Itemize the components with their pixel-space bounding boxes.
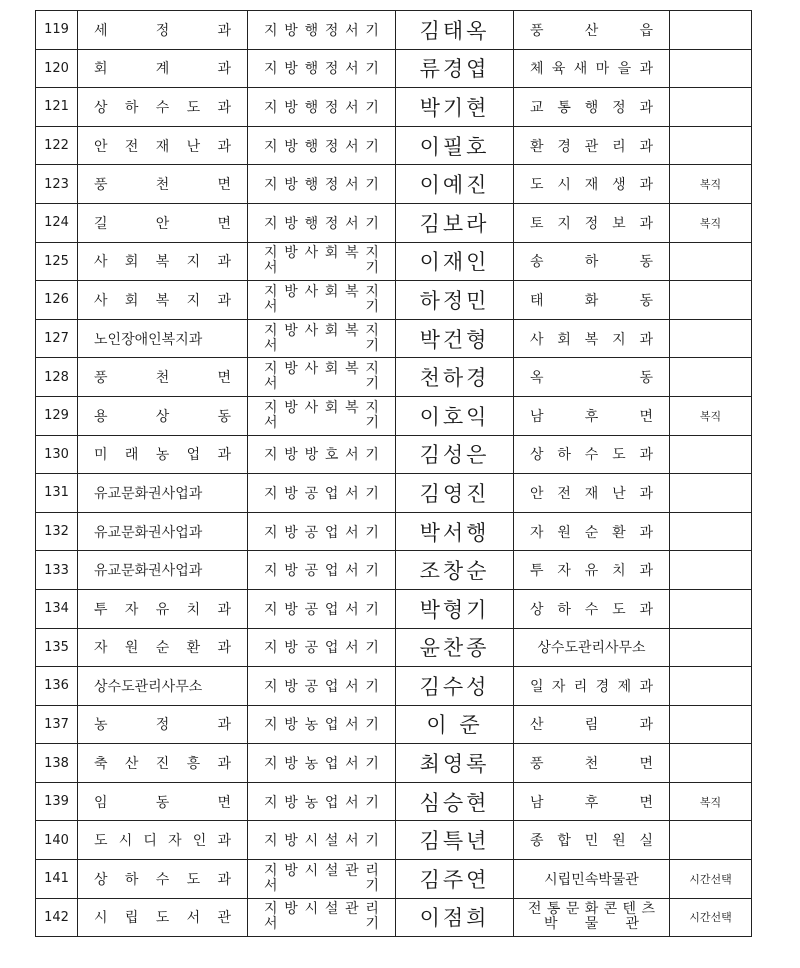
job-grade: [248, 628, 396, 667]
current-department: [78, 358, 248, 397]
new-department: [514, 319, 670, 358]
job-grade: [248, 589, 396, 628]
remarks: [670, 474, 752, 513]
table-row: [36, 281, 752, 320]
table-row: [36, 551, 752, 590]
current-department-text: 미 래 농 업 과: [94, 447, 231, 464]
remarks: [670, 744, 752, 783]
job-grade-text: [248, 362, 395, 392]
row-number: 124: [36, 203, 78, 242]
job-grade-text: 지 방 공 업 서 기: [264, 640, 379, 657]
employee-name: 윤찬종: [396, 628, 514, 667]
current-department: [78, 49, 248, 88]
job-grade: [248, 396, 396, 435]
current-department-text: 도 시 디 자 인 과: [94, 833, 231, 850]
new-department-text: 토 지 정 보 과: [530, 215, 653, 232]
new-department-line1: 전 통 문 화 콘 텐 츠: [528, 901, 655, 918]
table-row: [36, 667, 752, 706]
new-department: [514, 782, 670, 821]
current-department: [78, 126, 248, 165]
new-department: [514, 281, 670, 320]
job-grade-text: 지 방 행 정 서 기: [264, 61, 379, 78]
remarks: 복직: [670, 165, 752, 204]
job-grade: [248, 319, 396, 358]
job-grade-text: 지 방 공 업 서 기: [264, 485, 379, 502]
row-number: 127: [36, 319, 78, 358]
row-number: 126: [36, 281, 78, 320]
job-grade-line1: 지 방 시 설 관 리: [264, 901, 379, 918]
remarks: 시간선택: [670, 898, 752, 937]
job-grade-text: 지 방 방 호 서 기: [264, 447, 379, 464]
remarks: 복직: [670, 782, 752, 821]
new-department-text: 종 합 민 원 실: [530, 833, 653, 850]
remarks: [670, 512, 752, 551]
current-department-text: 상 하 수 도 과: [94, 871, 231, 888]
row-number: 131: [36, 474, 78, 513]
employee-name: 이 준: [396, 705, 514, 744]
remarks: [670, 358, 752, 397]
new-department-text: 교 통 행 정 과: [530, 99, 653, 116]
job-grade-line2: 서 기: [264, 260, 379, 277]
current-department-text: 자 원 순 환 과: [94, 640, 231, 657]
remarks: [670, 242, 752, 281]
remarks: [670, 551, 752, 590]
job-grade-text: [248, 401, 395, 431]
job-grade: [248, 860, 396, 899]
row-number: 129: [36, 396, 78, 435]
table-row: [36, 88, 752, 127]
job-grade: [248, 551, 396, 590]
employee-name: 박기현: [396, 88, 514, 127]
employee-name: 박형기: [396, 589, 514, 628]
current-department: [78, 512, 248, 551]
table-row: [36, 860, 752, 899]
new-department-text: 산 림 과: [530, 717, 653, 734]
new-department: [514, 667, 670, 706]
job-grade-text: [248, 246, 395, 276]
row-number: 128: [36, 358, 78, 397]
employee-name: 류경엽: [396, 49, 514, 88]
job-grade-line1: 지 방 사 회 복 지: [264, 399, 379, 416]
current-department-text: 유 교 문 화 권 사 업 과: [94, 485, 203, 502]
current-department: [78, 589, 248, 628]
new-department-text: 사 회 복 지 과: [530, 331, 653, 348]
row-number: 141: [36, 860, 78, 899]
new-department-line2: 박 물 관: [544, 916, 639, 933]
row-number: 120: [36, 49, 78, 88]
row-number: 133: [36, 551, 78, 590]
job-grade-text: 지 방 농 업 서 기: [264, 717, 379, 734]
current-department-text: 농 정 과: [94, 717, 231, 734]
current-department: [78, 165, 248, 204]
current-department-text: 유 교 문 화 권 사 업 과: [94, 563, 203, 580]
employee-name: 김주연: [396, 860, 514, 899]
new-department: [514, 589, 670, 628]
new-department-text: 상 하 수 도 과: [530, 447, 653, 464]
current-department-text: 안 전 재 난 과: [94, 138, 231, 155]
current-department-text: 풍 천 면: [94, 177, 231, 194]
current-department: [78, 744, 248, 783]
job-grade-text: 지 방 공 업 서 기: [264, 524, 379, 541]
table-row: [36, 319, 752, 358]
new-department: [514, 898, 670, 937]
current-department-text: 투 자 유 치 과: [94, 601, 231, 618]
row-number: 123: [36, 165, 78, 204]
current-department-text: 길 안 면: [94, 215, 231, 232]
remarks: 시간선택: [670, 860, 752, 899]
current-department: [78, 667, 248, 706]
current-department-text: 풍 천 면: [94, 370, 231, 387]
row-number: 137: [36, 705, 78, 744]
job-grade-line1: 지 방 시 설 관 리: [264, 862, 379, 879]
employee-name: 박건형: [396, 319, 514, 358]
table-row: [36, 396, 752, 435]
employee-name: 김보라: [396, 203, 514, 242]
employee-name: 심승현: [396, 782, 514, 821]
current-department: [78, 242, 248, 281]
job-grade-line1: 지 방 사 회 복 지: [264, 361, 379, 378]
current-department: [78, 396, 248, 435]
job-grade-text: 지 방 공 업 서 기: [264, 678, 379, 695]
job-grade-text: 지 방 시 설 서 기: [264, 833, 379, 850]
employee-name: 김태옥: [396, 11, 514, 50]
job-grade-text: 지 방 행 정 서 기: [264, 99, 379, 116]
job-grade: [248, 126, 396, 165]
job-grade: [248, 203, 396, 242]
current-department-text: 임 동 면: [94, 794, 231, 811]
job-grade-line2: 서 기: [264, 916, 379, 933]
row-number: 142: [36, 898, 78, 937]
row-number: 122: [36, 126, 78, 165]
job-grade-text: [248, 864, 395, 894]
job-grade-line1: 지 방 사 회 복 지: [264, 283, 379, 300]
new-department-text: 시립민속박물관: [544, 871, 639, 888]
table-row: [36, 11, 752, 50]
job-grade-line1: 지 방 사 회 복 지: [264, 245, 379, 262]
current-department-text: 세 정 과: [94, 22, 231, 39]
job-grade-text: 지 방 농 업 서 기: [264, 756, 379, 773]
remarks: [670, 705, 752, 744]
remarks: 복직: [670, 396, 752, 435]
new-department: [514, 744, 670, 783]
new-department: [514, 512, 670, 551]
job-grade: [248, 242, 396, 281]
employee-name: 천하경: [396, 358, 514, 397]
new-department-text: 상수도관리사무소: [537, 640, 646, 657]
row-number: 125: [36, 242, 78, 281]
employee-name: 박서행: [396, 512, 514, 551]
employee-name: 김영진: [396, 474, 514, 513]
job-grade-line2: 서 기: [264, 414, 379, 431]
job-grade-text: 지 방 행 정 서 기: [264, 215, 379, 232]
job-grade: [248, 474, 396, 513]
row-number: 134: [36, 589, 78, 628]
table-row: [36, 165, 752, 204]
current-department-text: 상 수 도 관 리 사 무 소: [94, 678, 203, 695]
new-department-text: 상 하 수 도 과: [530, 601, 653, 618]
current-department-text: 유 교 문 화 권 사 업 과: [94, 524, 203, 541]
employee-name: 김특년: [396, 821, 514, 860]
new-department-text: 남 후 면: [530, 408, 653, 425]
table-row: [36, 242, 752, 281]
row-number: 139: [36, 782, 78, 821]
table-row: [36, 126, 752, 165]
table-row: [36, 898, 752, 937]
table-row: [36, 49, 752, 88]
current-department: [78, 281, 248, 320]
current-department-text: 회 계 과: [94, 61, 231, 78]
employee-name: 김수성: [396, 667, 514, 706]
job-grade: [248, 49, 396, 88]
employee-name: 최영록: [396, 744, 514, 783]
new-department-text: 풍 천 면: [530, 756, 653, 773]
table-row: [36, 203, 752, 242]
current-department: [78, 474, 248, 513]
current-department-text: 사 회 복 지 과: [94, 254, 231, 271]
new-department: [514, 551, 670, 590]
new-department: [514, 203, 670, 242]
current-department-text: 노 인 장 애 인 복 지 과: [94, 331, 203, 348]
employee-name: 이점희: [396, 898, 514, 937]
remarks: [670, 126, 752, 165]
row-number: 138: [36, 744, 78, 783]
current-department: [78, 319, 248, 358]
table-row: [36, 358, 752, 397]
new-department-text: 체 육 새 마 을 과: [530, 61, 653, 78]
remarks: [670, 319, 752, 358]
new-department: [514, 435, 670, 474]
job-grade: [248, 667, 396, 706]
current-department-text: 용 상 동: [94, 408, 231, 425]
new-department-text: 풍 산 읍: [530, 22, 653, 39]
current-department-text: 축 산 진 흥 과: [94, 756, 231, 773]
table-row: [36, 628, 752, 667]
row-number: 130: [36, 435, 78, 474]
table-body: [36, 11, 752, 937]
employee-name: 이재인: [396, 242, 514, 281]
employee-name: 이예진: [396, 165, 514, 204]
employee-name: 이호익: [396, 396, 514, 435]
job-grade: [248, 744, 396, 783]
row-number: 135: [36, 628, 78, 667]
remarks: [670, 11, 752, 50]
employee-name: 이필호: [396, 126, 514, 165]
remarks: [670, 88, 752, 127]
personnel-transfer-table: [35, 10, 752, 937]
job-grade-text: 지 방 농 업 서 기: [264, 794, 379, 811]
job-grade-line2: 서 기: [264, 877, 379, 894]
table-row: [36, 705, 752, 744]
job-grade: [248, 281, 396, 320]
row-number: 140: [36, 821, 78, 860]
job-grade: [248, 898, 396, 937]
new-department-text: 도 시 재 생 과: [530, 177, 653, 194]
table-row: [36, 589, 752, 628]
row-number: 132: [36, 512, 78, 551]
remarks: [670, 821, 752, 860]
new-department: [514, 358, 670, 397]
job-grade-text: 지 방 행 정 서 기: [264, 177, 379, 194]
new-department: [514, 628, 670, 667]
current-department-text: 상 하 수 도 과: [94, 99, 231, 116]
current-department: [78, 435, 248, 474]
employee-name: 하정민: [396, 281, 514, 320]
new-department: [514, 11, 670, 50]
table-row: [36, 512, 752, 551]
current-department-text: 시 립 도 서 관: [94, 910, 231, 927]
job-grade: [248, 88, 396, 127]
new-department-text: 태 화 동: [530, 292, 653, 309]
job-grade-text: 지 방 공 업 서 기: [264, 563, 379, 580]
current-department: [78, 88, 248, 127]
job-grade-line2: 서 기: [264, 376, 379, 393]
row-number: 121: [36, 88, 78, 127]
current-department: [78, 628, 248, 667]
remarks: [670, 628, 752, 667]
table-row: [36, 744, 752, 783]
new-department: [514, 821, 670, 860]
table-row: [36, 821, 752, 860]
remarks: [670, 435, 752, 474]
job-grade: [248, 512, 396, 551]
current-department: [78, 821, 248, 860]
new-department: [514, 49, 670, 88]
new-department-text: 남 후 면: [530, 794, 653, 811]
job-grade: [248, 11, 396, 50]
job-grade: [248, 358, 396, 397]
new-department: [514, 165, 670, 204]
current-department-text: 사 회 복 지 과: [94, 292, 231, 309]
job-grade-text: 지 방 공 업 서 기: [264, 601, 379, 618]
table-row: [36, 782, 752, 821]
new-department-text: 옥 동: [530, 370, 653, 387]
current-department: [78, 705, 248, 744]
job-grade: [248, 705, 396, 744]
table-row: [36, 435, 752, 474]
new-department-text: 일 자 리 경 제 과: [530, 678, 653, 695]
new-department: [514, 860, 670, 899]
remarks: [670, 281, 752, 320]
job-grade-line2: 서 기: [264, 298, 379, 315]
new-department-text: 투 자 유 치 과: [530, 563, 653, 580]
table-row: [36, 474, 752, 513]
job-grade: [248, 435, 396, 474]
remarks: [670, 49, 752, 88]
current-department: [78, 551, 248, 590]
job-grade-text: [248, 324, 395, 354]
job-grade-line2: 서 기: [264, 337, 379, 354]
new-department: [514, 474, 670, 513]
job-grade-text: [248, 285, 395, 315]
row-number: 119: [36, 11, 78, 50]
job-grade-text: 지 방 행 정 서 기: [264, 138, 379, 155]
remarks: 복직: [670, 203, 752, 242]
job-grade-line1: 지 방 사 회 복 지: [264, 322, 379, 339]
new-department: [514, 396, 670, 435]
current-department: [78, 860, 248, 899]
new-department: [514, 242, 670, 281]
current-department: [78, 203, 248, 242]
current-department: [78, 782, 248, 821]
new-department: [514, 88, 670, 127]
job-grade: [248, 165, 396, 204]
remarks: [670, 667, 752, 706]
job-grade: [248, 821, 396, 860]
current-department: [78, 898, 248, 937]
job-grade-text: 지 방 행 정 서 기: [264, 22, 379, 39]
new-department-text: 환 경 관 리 과: [530, 138, 653, 155]
new-department-text: 안 전 재 난 과: [530, 485, 653, 502]
new-department: [514, 126, 670, 165]
employee-name: 김성은: [396, 435, 514, 474]
current-department: [78, 11, 248, 50]
job-grade-text: [248, 902, 395, 932]
employee-name: 조창순: [396, 551, 514, 590]
new-department-text: [514, 902, 669, 932]
row-number: 136: [36, 667, 78, 706]
new-department-text: 자 원 순 환 과: [530, 524, 653, 541]
new-department: [514, 705, 670, 744]
job-grade: [248, 782, 396, 821]
remarks: [670, 589, 752, 628]
new-department-text: 송 하 동: [530, 254, 653, 271]
